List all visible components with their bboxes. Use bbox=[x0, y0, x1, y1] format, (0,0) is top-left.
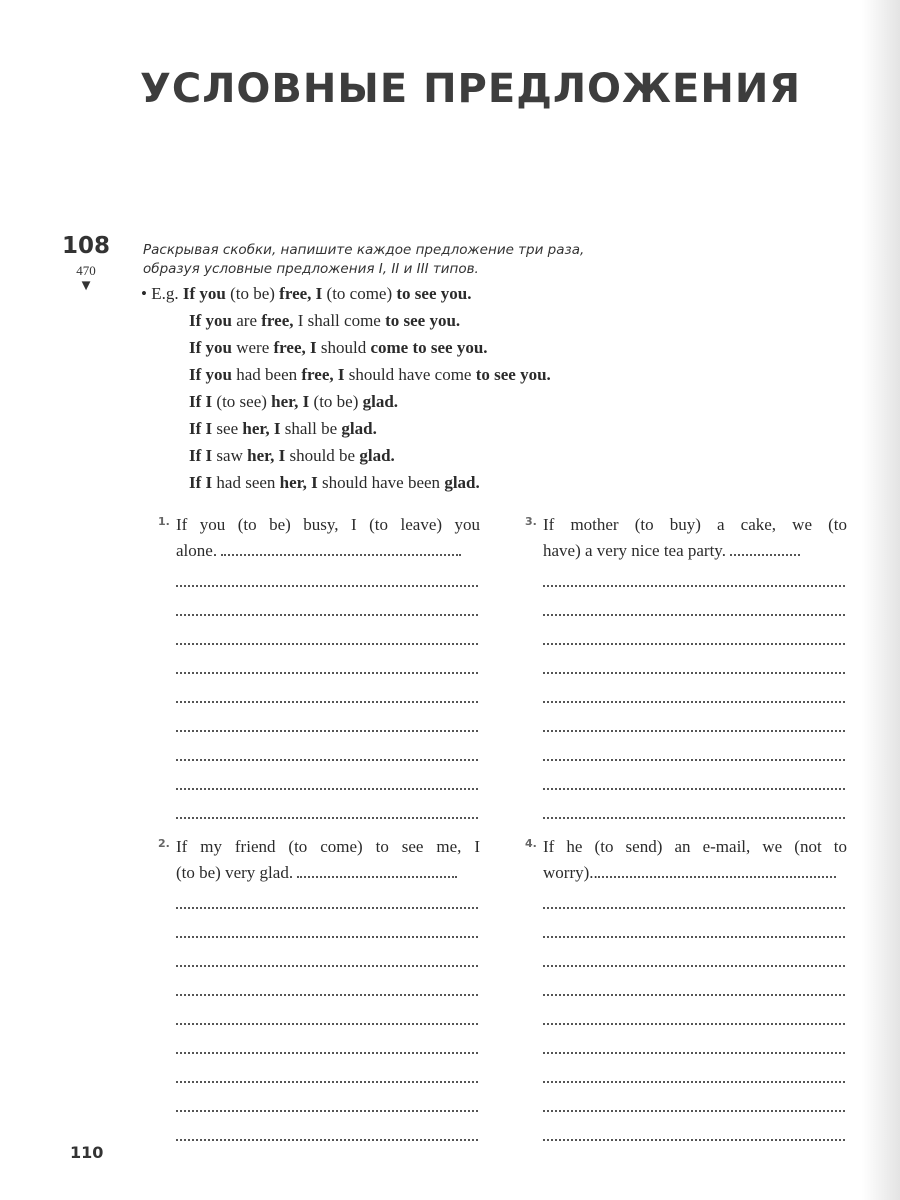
example-bold-run: If you bbox=[189, 365, 232, 384]
answer-line[interactable] bbox=[176, 1051, 478, 1054]
example-bold-run: If I bbox=[189, 446, 213, 465]
answer-line[interactable] bbox=[543, 1138, 845, 1141]
answer-line[interactable] bbox=[176, 700, 478, 703]
answer-line[interactable] bbox=[543, 758, 845, 761]
answer-line[interactable] bbox=[176, 964, 478, 967]
example-run: should be bbox=[285, 446, 360, 465]
example-bold-run: If you bbox=[189, 311, 232, 330]
answer-line[interactable] bbox=[543, 935, 845, 938]
answer-dots[interactable] bbox=[297, 875, 457, 878]
example-run: (to be) bbox=[225, 284, 280, 303]
example-bold-run: free, I bbox=[279, 284, 323, 303]
task-line-2-text: have) a very nice tea party. bbox=[543, 541, 726, 560]
answer-dots[interactable] bbox=[730, 553, 800, 556]
example-bold-run: free, I bbox=[273, 338, 317, 357]
answer-line[interactable] bbox=[176, 584, 478, 587]
task-line-2 bbox=[543, 860, 847, 886]
example-bold-run: come to see you. bbox=[370, 338, 488, 357]
example-run: (to see) bbox=[212, 392, 272, 411]
example-run: are bbox=[231, 311, 262, 330]
example-line bbox=[189, 392, 398, 416]
example-run: saw bbox=[212, 446, 248, 465]
answer-line[interactable] bbox=[543, 1051, 845, 1054]
example-bold-run: her, I bbox=[247, 446, 286, 465]
example-bold-run: glad. bbox=[444, 473, 480, 492]
example-line bbox=[189, 311, 460, 335]
answer-line[interactable] bbox=[176, 787, 478, 790]
answer-dots[interactable] bbox=[221, 553, 461, 556]
example-line bbox=[189, 419, 377, 443]
answer-line[interactable] bbox=[176, 993, 478, 996]
example-bold-run: her, I bbox=[271, 392, 310, 411]
example-bold-run: to see you. bbox=[385, 311, 461, 330]
answer-line[interactable] bbox=[176, 758, 478, 761]
example-run: (to come) bbox=[322, 284, 397, 303]
task-text bbox=[176, 834, 480, 886]
example-line bbox=[189, 446, 395, 470]
answer-line[interactable] bbox=[176, 1022, 478, 1025]
example-bold-run: If you bbox=[182, 284, 226, 303]
task-number: 2. bbox=[158, 837, 170, 850]
example-line bbox=[189, 338, 488, 362]
exercise-number: 108 bbox=[62, 233, 111, 259]
task-line-1: If my friend (to come) to see me, I bbox=[176, 837, 480, 856]
page-edge-shadow bbox=[862, 0, 900, 1200]
task-text bbox=[543, 834, 847, 886]
example-line bbox=[141, 284, 471, 308]
example-run: had been bbox=[231, 365, 302, 384]
answer-line[interactable] bbox=[543, 1080, 845, 1083]
example-line bbox=[189, 473, 480, 497]
down-arrow-icon: ▼ bbox=[78, 278, 94, 294]
answer-line[interactable] bbox=[543, 671, 845, 674]
task-line-2-text: (to be) very glad. bbox=[176, 863, 294, 882]
example-run: • E.g. bbox=[141, 284, 183, 303]
example-run: I shall come bbox=[293, 311, 386, 330]
answer-line[interactable] bbox=[176, 642, 478, 645]
answer-line[interactable] bbox=[176, 1138, 478, 1141]
example-run: see bbox=[212, 419, 243, 438]
answer-line[interactable] bbox=[176, 729, 478, 732]
task-3 bbox=[525, 512, 855, 842]
answer-line[interactable] bbox=[543, 993, 845, 996]
task-line-1: If you (to be) busy, I (to leave) you bbox=[176, 515, 480, 534]
task-text bbox=[176, 512, 480, 564]
example-bold-run: to see you. bbox=[396, 284, 472, 303]
exercise-instruction bbox=[143, 241, 663, 279]
task-number: 1. bbox=[158, 515, 170, 528]
example-run: shall be bbox=[280, 419, 342, 438]
task-line-1: If he (to send) an e-mail, we (not to bbox=[543, 837, 847, 856]
task-text bbox=[543, 512, 847, 564]
answer-line[interactable] bbox=[176, 935, 478, 938]
example-run: should have been bbox=[317, 473, 445, 492]
example-run: should bbox=[316, 338, 371, 357]
answer-line[interactable] bbox=[543, 787, 845, 790]
instruction-line: образуя условные предложения I, II и III типов. bbox=[143, 261, 479, 277]
task-line-2-text: worry).. bbox=[543, 863, 598, 882]
example-run: should have come bbox=[344, 365, 476, 384]
task-line-2 bbox=[176, 860, 480, 886]
example-bold-run: free, I bbox=[301, 365, 345, 384]
example-bold-run: If I bbox=[189, 473, 213, 492]
example-bold-run: glad. bbox=[341, 419, 377, 438]
exercise-reference: 470 bbox=[76, 263, 96, 278]
example-bold-run: her, I bbox=[279, 473, 318, 492]
answer-line[interactable] bbox=[543, 642, 845, 645]
task-line-2 bbox=[543, 538, 847, 564]
task-4 bbox=[525, 834, 855, 1164]
answer-line[interactable] bbox=[176, 671, 478, 674]
answer-line[interactable] bbox=[543, 729, 845, 732]
answer-line[interactable] bbox=[176, 816, 478, 819]
answer-line[interactable] bbox=[176, 1080, 478, 1083]
example-bold-run: to see you. bbox=[475, 365, 551, 384]
example-bold-run: If you bbox=[189, 338, 232, 357]
example-run: were bbox=[231, 338, 274, 357]
answer-line[interactable] bbox=[543, 1022, 845, 1025]
answer-line[interactable] bbox=[543, 700, 845, 703]
task-number: 3. bbox=[525, 515, 537, 528]
example-bold-run: free, bbox=[261, 311, 294, 330]
task-line-2 bbox=[176, 538, 480, 564]
task-number: 4. bbox=[525, 837, 537, 850]
answer-line[interactable] bbox=[543, 584, 845, 587]
answer-line[interactable] bbox=[543, 906, 845, 909]
answer-line[interactable] bbox=[543, 964, 845, 967]
example-bold-run: glad. bbox=[362, 392, 399, 411]
instruction-line: Раскрывая скобки, напишите каждое предложение три раза, bbox=[143, 242, 585, 258]
page-title: УСЛОВНЫЕ ПРЕДЛОЖЕНИЯ bbox=[140, 66, 802, 112]
example-bold-run: glad. bbox=[359, 446, 395, 465]
answer-line[interactable] bbox=[543, 1109, 845, 1112]
task-1 bbox=[158, 512, 488, 842]
task-line-1: If mother (to buy) a cake, we (to bbox=[543, 515, 847, 534]
example-bold-run: If I bbox=[189, 419, 213, 438]
answer-line[interactable] bbox=[543, 613, 845, 616]
example-line bbox=[189, 365, 551, 389]
page-number: 110 bbox=[70, 1143, 104, 1162]
answer-line[interactable] bbox=[543, 816, 845, 819]
example-bold-run: If I bbox=[189, 392, 213, 411]
example-run: had seen bbox=[212, 473, 280, 492]
task-2 bbox=[158, 834, 488, 1164]
example-bold-run: her, I bbox=[242, 419, 281, 438]
task-line-2-text: alone. bbox=[176, 541, 218, 560]
answer-line[interactable] bbox=[176, 1109, 478, 1112]
answer-dots[interactable] bbox=[598, 875, 836, 878]
example-run: (to be) bbox=[309, 392, 363, 411]
answer-line[interactable] bbox=[176, 613, 478, 616]
answer-line[interactable] bbox=[176, 906, 478, 909]
